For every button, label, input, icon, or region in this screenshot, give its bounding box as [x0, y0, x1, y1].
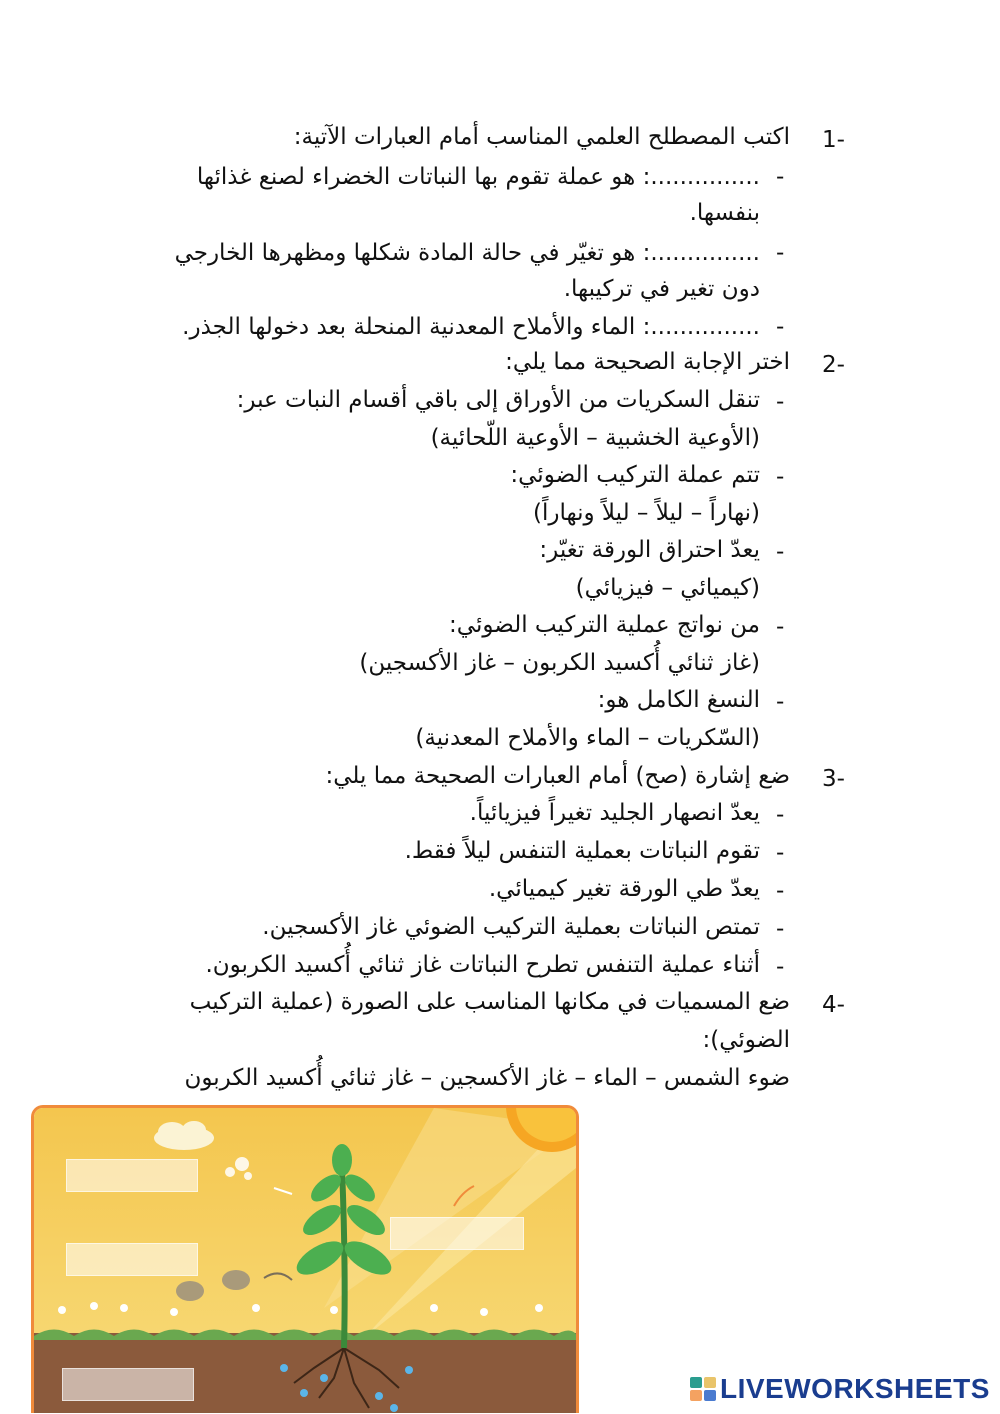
- bullet-dash: -: [776, 539, 785, 565]
- liveworksheets-logo-icon: [690, 1377, 716, 1401]
- bullet-dash: -: [776, 164, 785, 190]
- q3-item-1: يعدّ انصهار الجليد تغيراً فيزيائياً.: [469, 800, 760, 826]
- bullet-dash: -: [776, 464, 785, 490]
- question-4-title-line-2: الضوئي):: [702, 1027, 790, 1053]
- q1-item-2-line-2: دون تغير في تركيبها.: [563, 276, 760, 302]
- q2-item-5-options: (السّكريات – الماء والأملاح المعدنية): [415, 725, 760, 751]
- label-drop-box-carbon-dioxide[interactable]: [66, 1243, 198, 1276]
- bullet-dash: -: [776, 614, 785, 640]
- photosynthesis-illustration: [31, 1105, 579, 1413]
- label-drop-box-oxygen[interactable]: [66, 1159, 198, 1192]
- bullet-dash: -: [776, 802, 785, 828]
- question-4-terms: ضوء الشمس – الماء – غاز الأكسجين – غاز ثنائي أُكسيد الكربون: [184, 1065, 790, 1091]
- q2-item-5-question: النسغ الكامل هو:: [597, 687, 760, 713]
- question-2-title: اختر الإجابة الصحيحة مما يلي:: [505, 349, 790, 375]
- q2-item-1-question: تنقل السكريات من الأوراق إلى باقي أقسام النبات عبر:: [236, 387, 760, 413]
- question-3-number: 3-: [822, 766, 845, 792]
- bullet-dash: -: [776, 878, 785, 904]
- question-2-number: 2-: [822, 352, 845, 378]
- label-drop-box-water[interactable]: [62, 1368, 194, 1401]
- question-4-number: 4-: [822, 992, 845, 1018]
- q3-item-5: أثناء عملية التنفس تطرح النباتات غاز ثنائي أُكسيد الكربون.: [205, 952, 760, 978]
- q2-item-3-question: يعدّ احتراق الورقة تغيّر:: [539, 537, 760, 563]
- q1-item-2-line-1: ...............: هو تغيّر في حالة المادة شكلها ومظهرها الخارجي: [174, 240, 760, 266]
- question-4-title-line-1: ضع المسميات في مكانها المناسب على الصورة (عملية التركيب: [189, 989, 790, 1015]
- q3-item-4: تمتص النباتات بعملية التركيب الضوئي غاز الأكسجين.: [262, 914, 760, 940]
- q2-item-2-options: (نهاراً – ليلاً – ليلاً ونهاراً): [533, 500, 760, 526]
- liveworksheets-logo-text: LIVEWORKSHEETS: [720, 1373, 990, 1404]
- q2-item-3-options: (كيميائي – فيزيائي): [575, 575, 760, 601]
- question-3-title: ضع إشارة (صح) أمام العبارات الصحيحة مما يلي:: [325, 763, 790, 789]
- bullet-dash: -: [776, 954, 785, 980]
- q1-item-1-line-2: بنفسها.: [689, 200, 760, 226]
- bullet-dash: -: [776, 689, 785, 715]
- q2-item-2-question: تتم عملة التركيب الضوئي:: [510, 462, 760, 488]
- bullet-dash: -: [776, 916, 785, 942]
- bullet-dash: -: [776, 840, 785, 866]
- liveworksheets-logo: [690, 1374, 990, 1404]
- bullet-dash: -: [776, 240, 785, 266]
- q2-item-4-options: (غاز ثنائي أُكسيد الكربون – غاز الأكسجين): [359, 650, 760, 676]
- q3-item-2: تقوم النباتات بعملية التنفس ليلاً فقط.: [404, 838, 760, 864]
- question-1-number: 1-: [822, 127, 845, 153]
- q2-item-1-options: (الأوعية الخشبية – الأوعية اللّحائية): [430, 425, 760, 451]
- q2-item-4-question: من نواتج عملية التركيب الضوئي:: [449, 612, 760, 638]
- q1-item-1-line-1: ...............: هو عملة تقوم بها النباتات الخضراء لصنع غذائها: [196, 164, 760, 190]
- q1-item-3-line-1: ...............: الماء والأملاح المعدنية المنحلة بعد دخولها الجذر.: [182, 314, 760, 340]
- bullet-dash: -: [776, 314, 785, 340]
- label-drop-box-sunlight[interactable]: [390, 1217, 524, 1250]
- bullet-dash: -: [776, 389, 785, 415]
- question-1-title: اكتب المصطلح العلمي المناسب أمام العبارات الآتية:: [293, 124, 790, 150]
- q3-item-3: يعدّ طي الورقة تغير كيميائي.: [488, 876, 760, 902]
